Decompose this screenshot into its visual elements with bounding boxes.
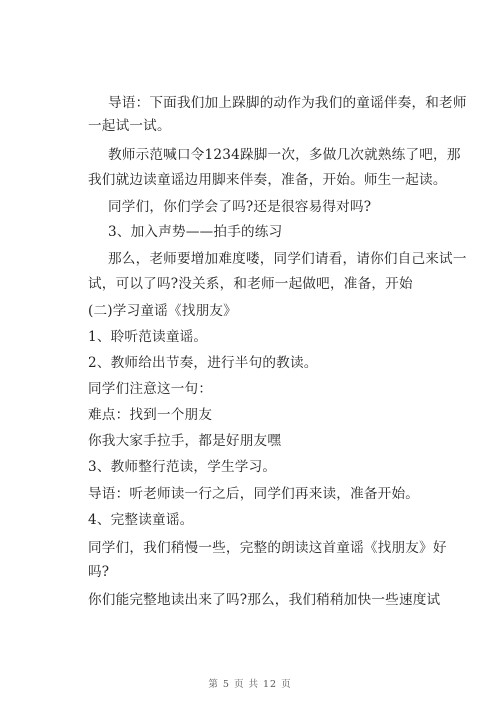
paragraph-line: 导语：下面我们加上跺脚的动作为我们的童谣伴奏，和老师 [108,95,467,111]
paragraph-line: 同学们，我们稍慢一些，完整的朗读这首童谣《找朋友》好 [88,540,447,556]
paragraph-line: 一起试一试。 [88,118,171,134]
paragraph-line: 你我大家手拉手，都是好朋友嘿 [88,433,282,449]
paragraph-line: 你们能完整地读出来了吗?那么，我们稍稍加快一些速度试 [88,592,441,608]
paragraph-line: 导语：听老师读一行之后，同学们再来读，准备开始。 [88,486,420,502]
paragraph-line: 1、聆听范读童谣。 [88,329,208,345]
paragraph-line: 4、完整读童谣。 [88,512,194,528]
paragraph-line: 我们就边读童谣边用脚来伴奏，准备，开始。师生一起读。 [88,172,447,188]
paragraph-line: 教师示范喊口令1234跺脚一次，多做几次就熟练了吧，那 [108,147,461,163]
paragraph-line: 2、教师给出节奏，进行半句的教读。 [88,355,318,371]
paragraph-line: 3、教师整行范读，学生学习。 [88,459,277,475]
section-heading: (二)学习童谣《找朋友》 [88,303,237,319]
paragraph-line: 试，可以了吗?没关系，和老师一起做吧，准备，开始 [88,276,413,292]
page-footer: 第 5 页 共 12 页 [208,679,292,690]
paragraph-line: 同学们注意这一句： [88,381,213,397]
paragraph-line: 3、加入声势——拍手的练习 [108,224,283,240]
paragraph-line: 那么，老师要增加难度喽，同学们请看，请你们自己来试一 [108,251,467,267]
paragraph-line: 难点：找到一个朋友 [88,407,213,423]
paragraph-line: 同学们，你们学会了吗?还是很容易得对吗? [108,199,372,215]
paragraph-line: 吗? [88,564,110,580]
